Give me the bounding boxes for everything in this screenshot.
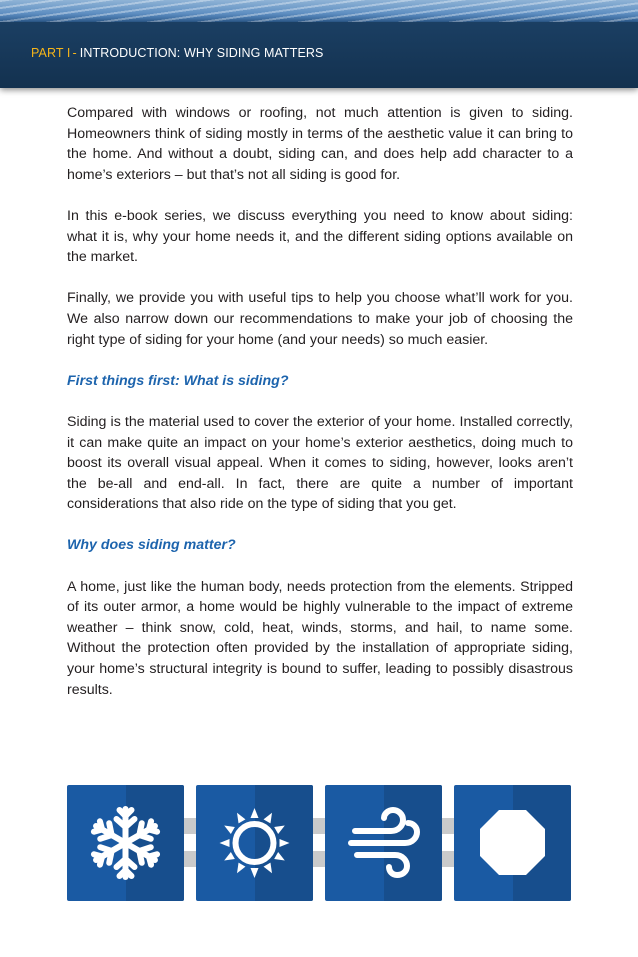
title-separator: -	[72, 46, 77, 60]
paragraph-series: In this e-book series, we discuss everything you need to know about siding: what it is, why your home needs it, and the different siding options available on the market.	[67, 207, 573, 266]
paragraph-protection: A home, just like the human body, needs protection from the elements. Stripped of its outer armor, a home would be highly vulnerable to the impact of extreme weather – think snow, cold, heat, winds, storms, and hail, to name some. Without the protection often provided by the installation of appropriate siding, your home’s structural integrity is bound to suffer, leading to possibly disastrous results.	[67, 578, 573, 698]
wind-icon	[325, 785, 442, 901]
connector	[442, 851, 454, 867]
connector	[184, 818, 196, 834]
sun-tile	[196, 785, 313, 901]
snow-tile	[67, 785, 184, 901]
subheading-why-siding-matters: Why does siding matter?	[67, 537, 236, 554]
weather-icons-row	[67, 785, 571, 901]
subheading-what-is-siding: First things first: What is siding?	[67, 372, 289, 389]
paragraph-tips: Finally, we provide you with useful tips to help you choose what’ll work for you. We also narrow down our recommendations to make your job of choosing the right type of siding for your home (and your needs) so much easier.	[67, 290, 573, 348]
section-title	[31, 46, 324, 60]
hail-tile	[454, 785, 571, 901]
part-label: PART I	[31, 46, 71, 60]
hail-icon	[454, 785, 571, 901]
snowflake-icon	[67, 785, 184, 901]
paragraph-definition: Siding is the material used to cover the exterior of your home. Installed correctly, it can make quite an impact on your home’s exterior aesthetics, doing much to boost its overall visual appeal. When it comes to siding, however, looks aren’t the be-all and end-all. In fact, there are quite a number of important considerations that also ride on the type of siding that you get.	[67, 413, 573, 513]
paragraph-intro: Compared with windows or roofing, not much attention is given to siding. Homeowners think of siding mostly in terms of the aesthetic value it can bring to the home. And without a doubt, siding can, and does help add character to a home’s exteriors – but that’s not all siding is good for.	[67, 105, 573, 183]
connector	[313, 818, 325, 834]
connector	[184, 851, 196, 867]
page-header	[0, 22, 638, 88]
top-texture-band	[0, 0, 638, 22]
section-title-text: INTRODUCTION: WHY SIDING MATTERS	[79, 46, 324, 60]
connector	[442, 818, 454, 834]
connector	[313, 851, 325, 867]
sun-icon	[196, 785, 313, 901]
body-content	[67, 103, 573, 721]
wind-tile	[325, 785, 442, 901]
